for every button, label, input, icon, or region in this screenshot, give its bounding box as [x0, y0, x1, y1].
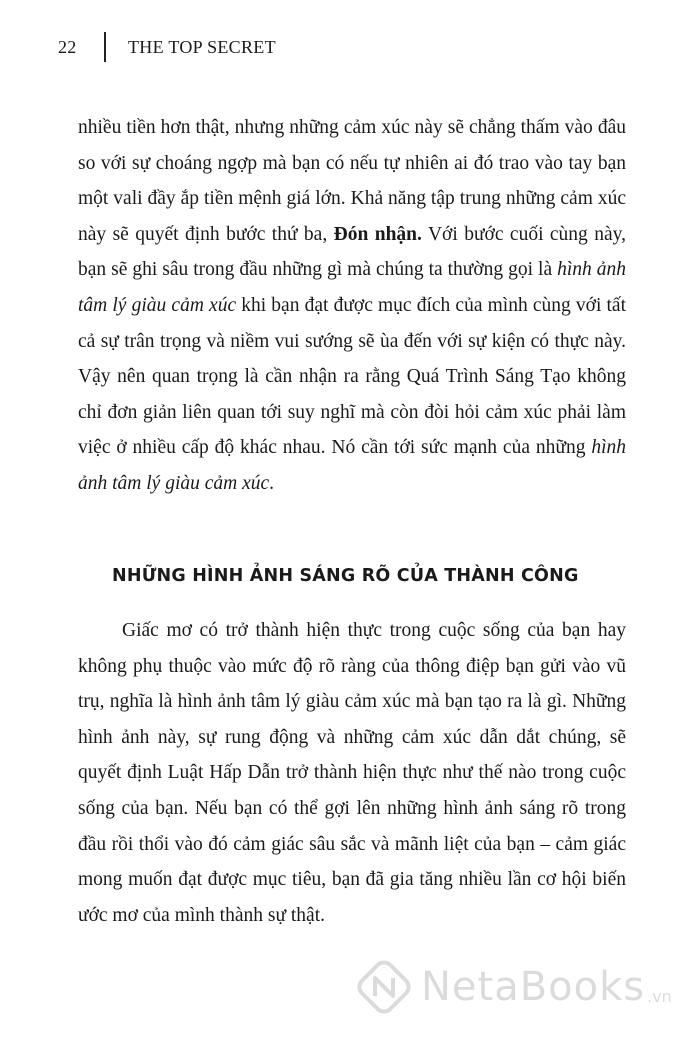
book-title: THE TOP SECRET — [128, 36, 276, 57]
watermark-tld: .vn — [647, 987, 672, 1006]
paragraph-intro — [78, 110, 626, 502]
netabooks-logo-icon — [355, 958, 413, 1016]
italic-term: hình ảnh tâm lý giàu cảm xúc — [78, 437, 626, 494]
paragraph-text: . — [269, 472, 275, 494]
paragraph-text: nhiều tiền hơn thật, nhưng những cảm xúc này sẽ chẳng thấm vào đâu so với sự choáng ngợp mà bạn có nếu tự nhiên ai đó trao vào tay bạn một vali đầy ắp tiền mệnh giá lớn. Khả năng tập trung những cảm xúc này sẽ quyết định bước thứ ba, — [78, 117, 626, 245]
paragraph-text: Với bước cuối cùng này, bạn sẽ ghi sâu trong đầu những gì mà chúng ta thường gọi là — [78, 223, 626, 281]
running-header — [58, 36, 276, 58]
header-divider — [104, 32, 106, 62]
italic-term: hình ảnh tâm lý giàu cảm xúc — [78, 259, 627, 316]
bold-term: Đón nhận. — [333, 223, 422, 245]
section-heading: NHỮNG HÌNH ẢNH SÁNG RÕ CỦA THÀNH CÔNG — [112, 566, 579, 586]
paragraph-section: Giấc mơ có trở thành hiện thực trong cuộc sống của bạn hay không phụ thuộc vào mức độ rõ ràng của thông điệp bạn gửi vào vũ trụ, nghĩa là hình ảnh tâm lý giàu cảm xúc mà bạn tạo ra là gì. Những hình ảnh này, sự rung động và những cảm xúc dẫn dắt chúng, sẽ quyết định Luật Hấp Dẫn trở thành hiện thực như thế nào trong cuộc sống của bạn. Nếu bạn có thể gợi lên những hình ảnh sáng rõ trong đầu rồi thổi vào đó cảm giác sâu sắc và mãnh liệt của bạn – cảm giác mong muốn đạt được mục tiêu, bạn đã gia tăng nhiều lần cơ hội biến ước mơ của mình thành sự thật. — [78, 620, 626, 926]
watermark — [355, 958, 672, 1016]
page-number: 22 — [58, 36, 77, 57]
paragraph-text: khi bạn đạt được mục đích của mình cùng với tất cả sự trân trọng và niềm vui sướng sẽ ùa đến với sự kiện có thực này. Vậy nên quan trọng là cần nhận ra rằng Quá Trình Sáng Tạo không chỉ đơn giản liên quan tới suy nghĩ mà còn đòi hỏi cảm xúc phải làm việc ở nhiều cấp độ khác nhau. Nó cần tới sức mạnh của những — [78, 294, 626, 459]
watermark-brand: NetaBooks — [421, 964, 646, 1010]
